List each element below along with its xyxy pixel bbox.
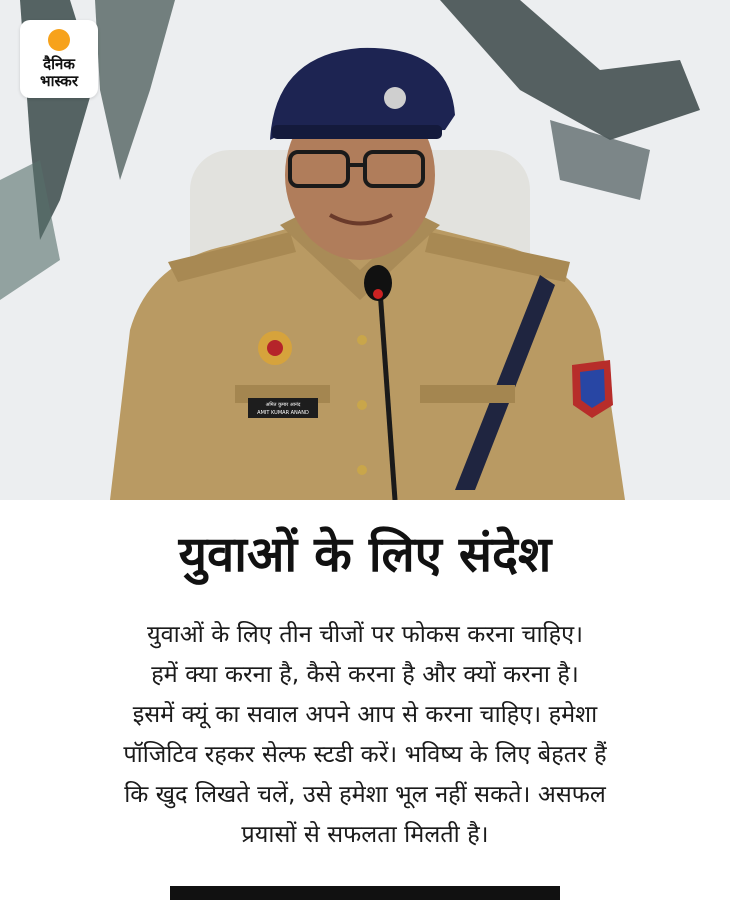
sun-icon xyxy=(48,29,70,51)
uniform-button xyxy=(357,400,367,410)
brand-name-line2: भास्कर xyxy=(40,72,78,90)
message-line: प्रयासों से सफलता मिलती है। xyxy=(241,820,489,848)
beret-band xyxy=(272,125,442,139)
message-line: पॉजिटिव रहकर सेल्फ स्टडी करें। भविष्य के लिए बेहतर हैं xyxy=(123,740,607,768)
dainik-bhaskar-logo xyxy=(20,20,98,98)
uniform-button xyxy=(357,335,367,345)
message-line: युवाओं के लिए तीन चीजों पर फोकस करना चाहिए। xyxy=(146,620,584,648)
message-line: हमें क्या करना है, कैसे करना है और क्यों करना है। xyxy=(151,660,579,688)
beret-badge xyxy=(384,87,406,109)
microphone-light xyxy=(373,289,383,299)
police-badge-center xyxy=(267,340,283,356)
message-line: कि खुद लिखते चलें, उसे हमेशा भूल नहीं सकते। असफल xyxy=(124,780,606,808)
brand-name-line1: दैनिक xyxy=(43,55,75,73)
bottom-accent-bar xyxy=(170,886,560,900)
uniform-button xyxy=(357,465,367,475)
message-body xyxy=(40,614,690,854)
message-line: इसमें क्यूं का सवाल अपने आप से करना चाहिए। हमेशा xyxy=(132,700,598,728)
name-tag-hindi: अमित कुमार आनंद xyxy=(265,402,301,408)
headline: युवाओं के लिए संदेश xyxy=(178,526,552,583)
right-pocket-flap xyxy=(420,385,515,403)
name-tag-english: AMIT KUMAR ANAND xyxy=(257,410,309,416)
